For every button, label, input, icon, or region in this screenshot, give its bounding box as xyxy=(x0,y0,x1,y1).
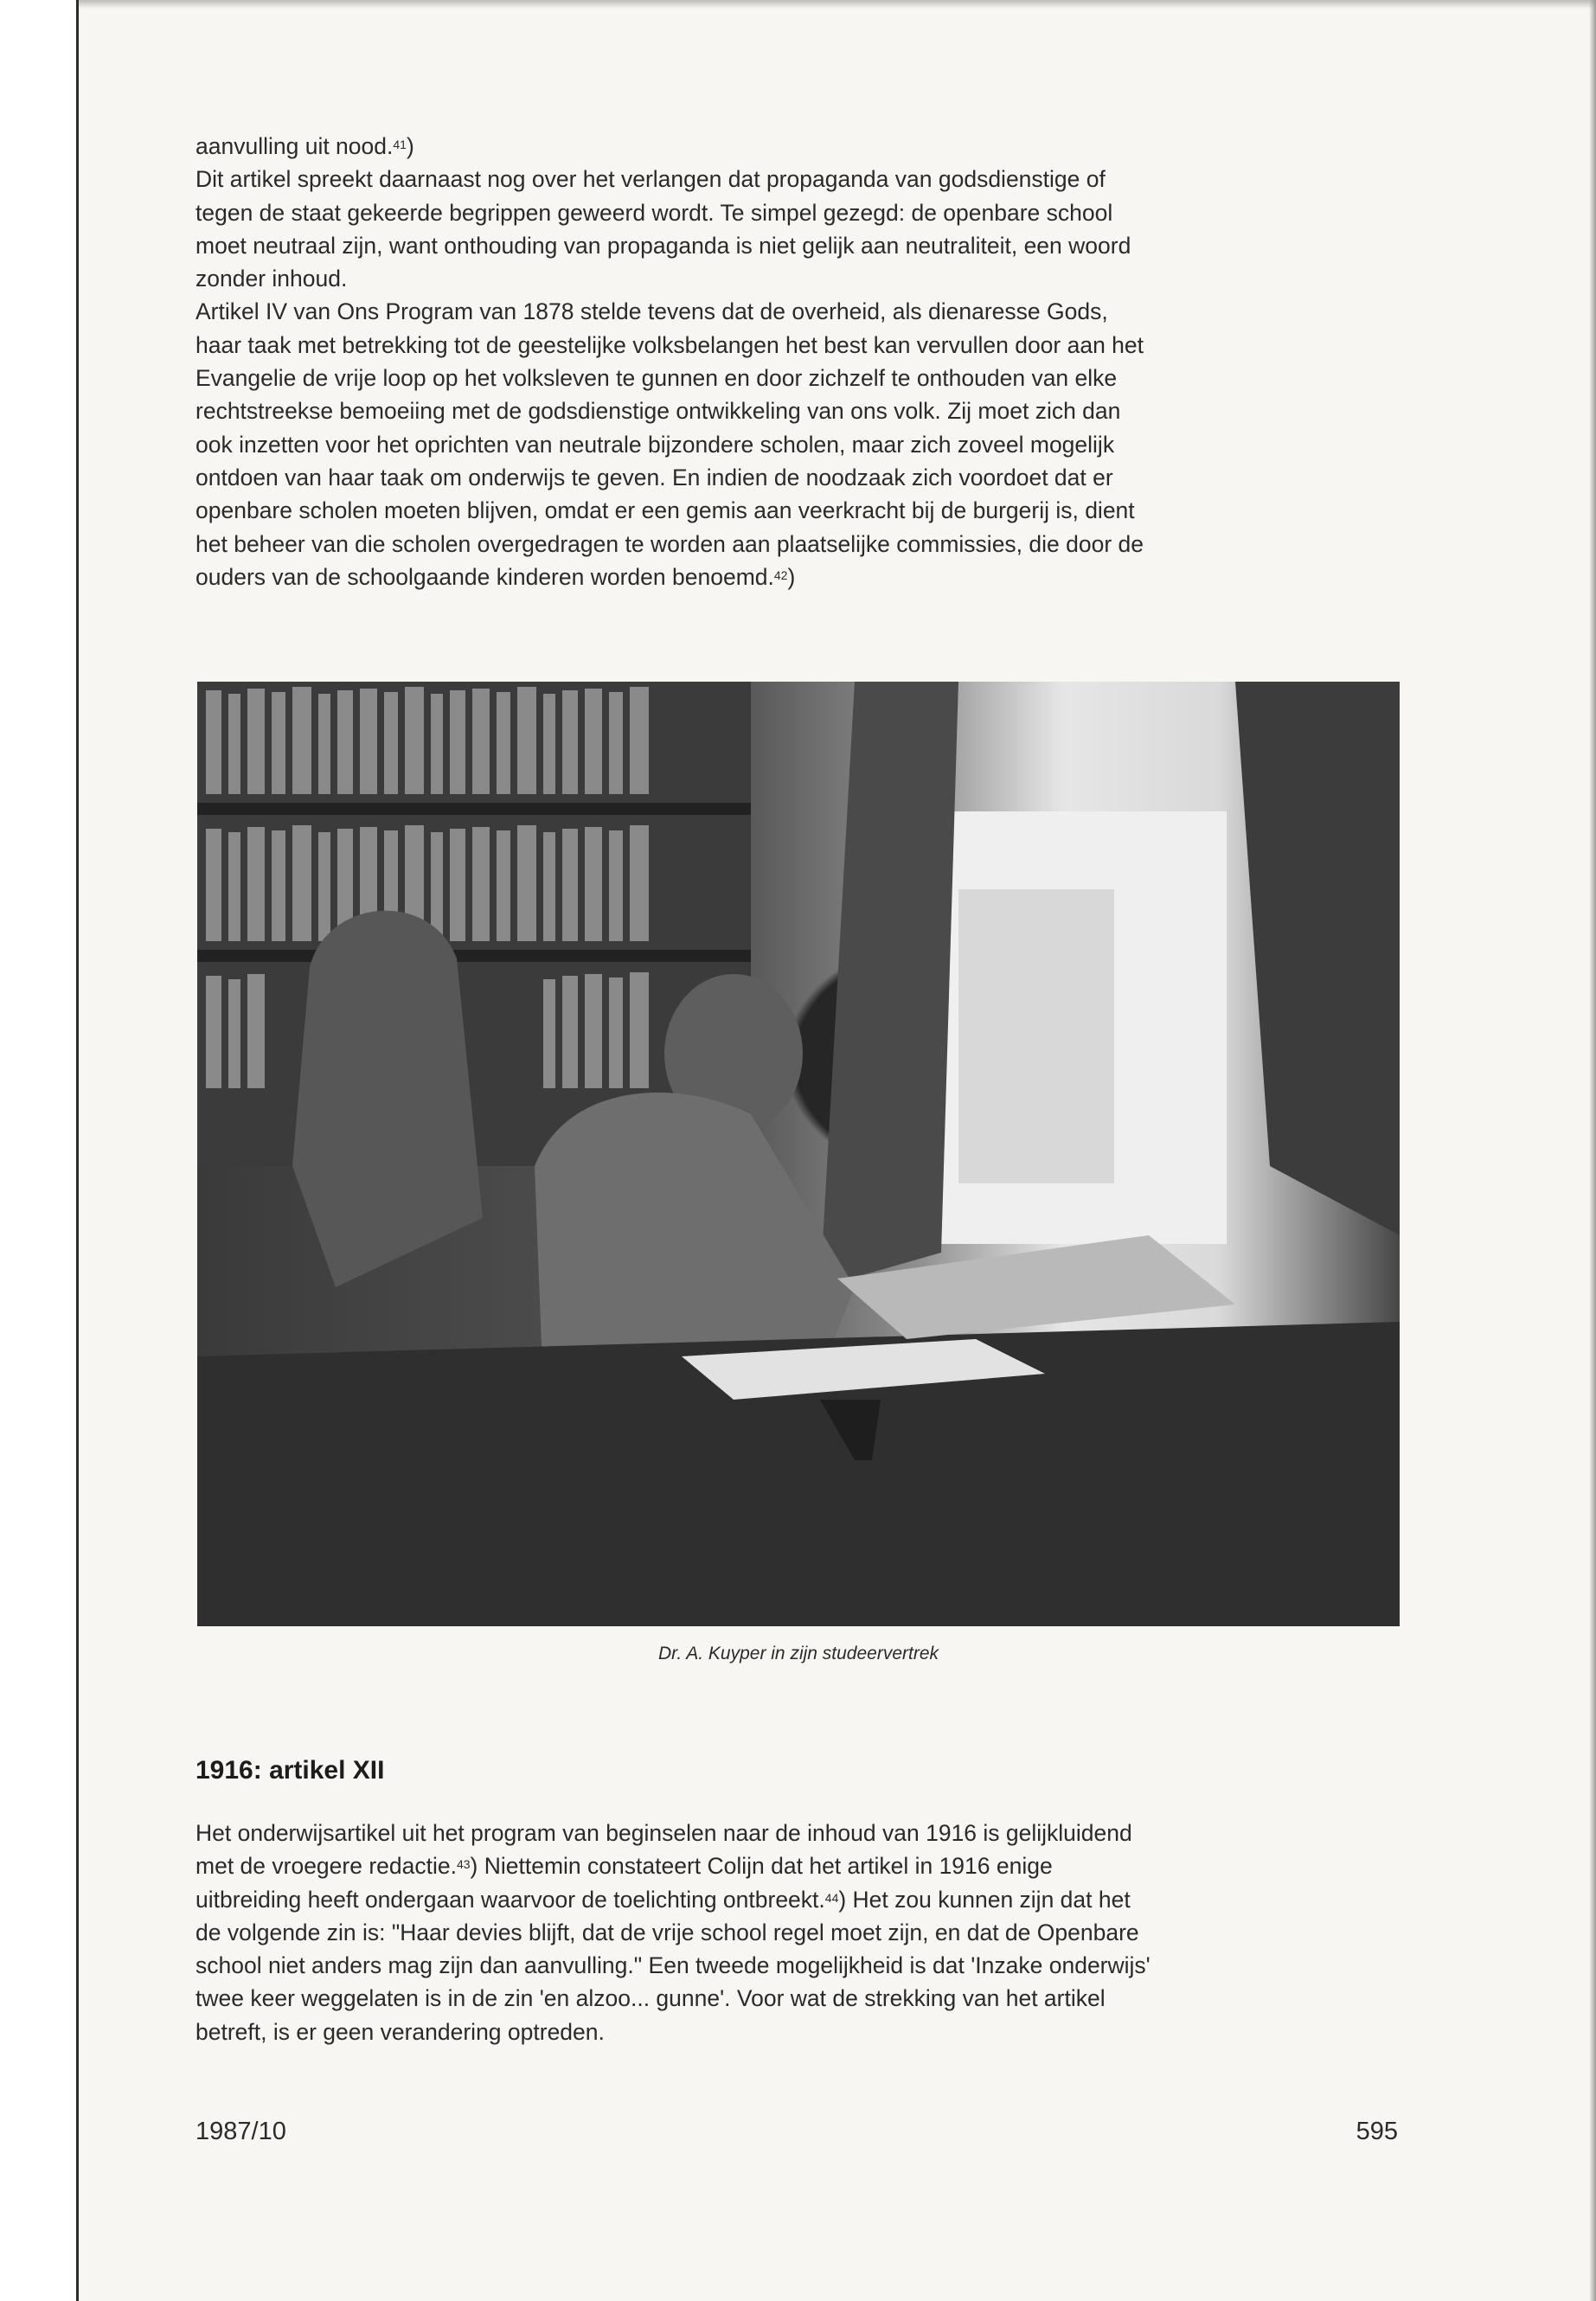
text-line: haar taak met betrekking tot de geestelijke volksbelangen het best kan vervullen door aan het xyxy=(195,331,1144,358)
text-line: Artikel IV van Ons Program van 1878 stelde tevens dat de overheid, als dienaresse Gods, xyxy=(195,298,1108,325)
text-span: ) xyxy=(787,563,796,590)
portrait-photo xyxy=(197,682,1400,1626)
section-heading: 1916: artikel XII xyxy=(195,1756,385,1785)
footnote-ref: 43 xyxy=(456,1857,471,1872)
text-line: school niet anders mag zijn dan aanvulling." Een tweede mogelijkheid is dat 'Inzake onderwijs' xyxy=(195,1952,1151,1979)
text-line xyxy=(195,561,1398,593)
text-span: ouders van de schoolgaande kinderen worden benoemd. xyxy=(195,563,774,590)
text-span: ) Het zou kunnen zijn dat het xyxy=(838,1886,1131,1913)
footnote-ref: 42 xyxy=(773,567,788,582)
text-line: openbare scholen moeten blijven, omdat er een gemis aan veerkracht bij de burgerij is, dient xyxy=(195,497,1135,524)
text-line xyxy=(195,1849,1398,1882)
shelf-board xyxy=(197,950,751,962)
text-line: het beheer van die scholen overgedragen te worden aan plaatselijke commissies, die door de xyxy=(195,530,1144,557)
curtain-left xyxy=(820,682,958,1287)
photo-illustration xyxy=(197,682,1400,1626)
issue-number: 1987/10 xyxy=(195,2118,286,2145)
carved-chair xyxy=(292,911,483,1287)
text-span: aanvulling uit nood. xyxy=(195,133,394,159)
text-line: twee keer weggelaten is in de zin 'en alzoo... gunne'. Voor wat de strekking van het artikel xyxy=(195,1985,1106,2012)
photo-caption: Dr. A. Kuyper in zijn studeervertrek xyxy=(657,1644,939,1663)
curtain-right xyxy=(1235,682,1400,1235)
body-text-top xyxy=(195,130,1398,593)
text-line: ook inzetten voor het oprichten van neutrale bijzondere scholen, maar zich zoveel mogelijk xyxy=(195,431,1115,458)
text-span: ) Niettemin constateert Colijn dat het artikel in 1916 enige xyxy=(470,1853,1053,1880)
text-line: moet neutraal zijn, want onthouding van propaganda is niet gelijk aan neutraliteit, een woord xyxy=(195,232,1131,259)
text-line: ontdoen van haar taak om onderwijs te geven. En indien de noodzaak zich voordoet dat er xyxy=(195,464,1113,490)
shelf-board xyxy=(197,803,751,815)
footnote-ref: 44 xyxy=(824,1890,839,1905)
text-span: ) xyxy=(406,133,414,159)
text-span: met de vroegere redactie. xyxy=(195,1853,457,1880)
window-lace xyxy=(958,889,1114,1183)
text-line: zonder inhoud. xyxy=(195,266,348,292)
text-line xyxy=(195,130,1398,163)
text-line: Dit artikel spreekt daarnaast nog over het verlangen dat propaganda van godsdienstige of xyxy=(195,166,1106,193)
body-text-bottom xyxy=(195,1817,1398,2048)
text-line: Het onderwijsartikel uit het program van beginselen naar de inhoud van 1916 is gelijkluidend xyxy=(195,1820,1132,1846)
text-line: betreft, is er geen verandering optreden. xyxy=(195,2018,605,2045)
text-line: rechtstreekse bemoeiing met de godsdienstige ontwikkeling van ons volk. Zij moet zich dan xyxy=(195,398,1121,425)
text-span: uitbreiding heeft ondergaan waarvoor de toelichting ontbreekt. xyxy=(195,1886,825,1913)
text-line: de volgende zin is: "Haar devies blijft, dat de vrije school regel moet zijn, en dat de Openbare xyxy=(195,1919,1139,1945)
text-line: Evangelie de vrije loop op het volksleven te gunnen en door zichzelf te onthouden van elke xyxy=(195,365,1118,392)
text-line: tegen de staat gekeerde begrippen geweerd wordt. Te simpel gezegd: de openbare school xyxy=(195,199,1113,226)
footnote-ref: 41 xyxy=(393,138,407,151)
text-line xyxy=(195,1883,1398,1916)
page-number: 595 xyxy=(1356,2118,1398,2145)
